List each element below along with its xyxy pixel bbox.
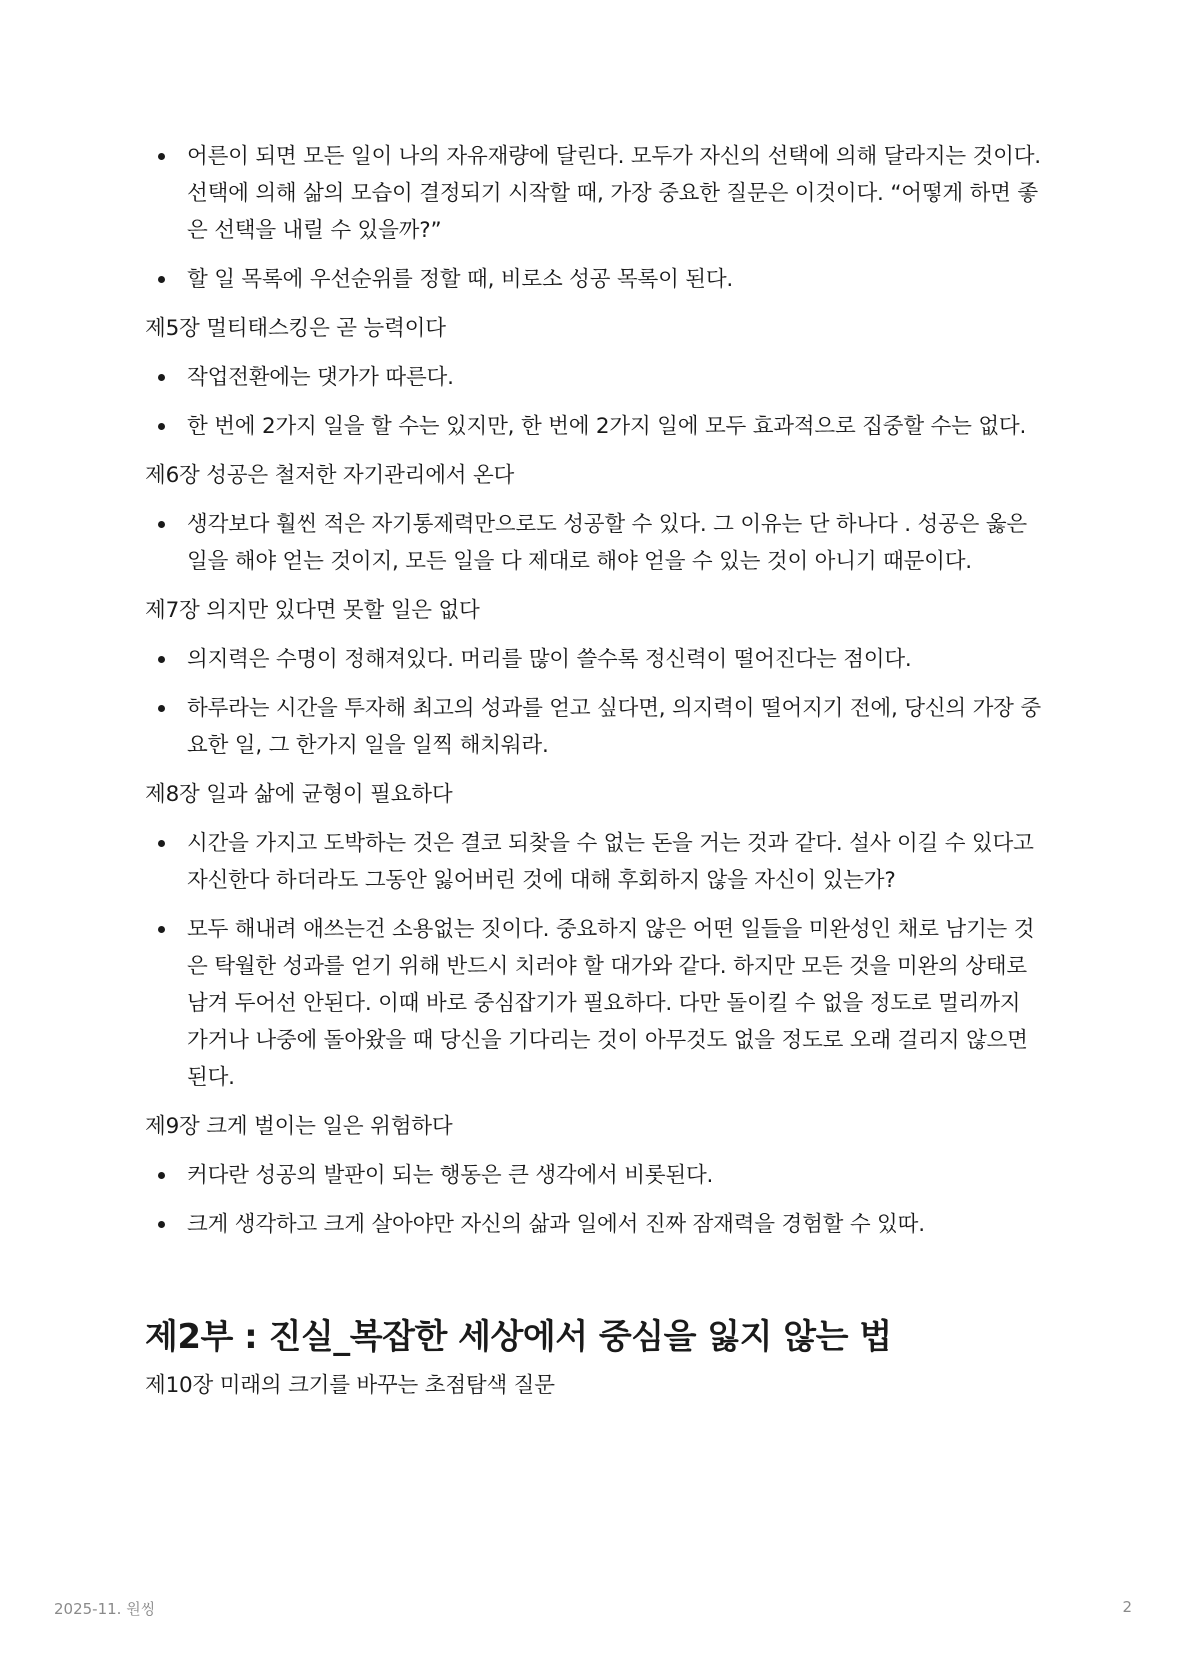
list-item: 모두 해내려 애쓰는건 소용없는 짓이다. 중요하지 않은 어떤 일들을 미완성인 채로 남기는 것은 탁월한 성과를 얻기 위해 반드시 치러야 할 대가와 같다. 하지만 모든 것을 미완의 상태로 남겨 두어선 안된다. 이때 바로 중심잡기가 필요하다. 다만 돌이킬 수 없을 정도로 멀리까지 가거나 나중에 돌아왔을 때 당신을 기다리는 것이 아무것도 없을 정도로 오래 걸리지 않으면 된다.: [145, 911, 1045, 1096]
list-item: 시간을 가지고 도박하는 것은 결코 되찾을 수 없는 돈을 거는 것과 같다. 설사 이길 수 있다고 자신한다 하더라도 그동안 잃어버린 것에 대해 후회하지 않을 자신이 있는가?: [145, 825, 1045, 899]
chapter-title-10: 제10장 미래의 크기를 바꾸는 초점탐색 질문: [145, 1373, 555, 1398]
bullet-list-chapter-7: [145, 641, 1045, 764]
bullet-list-chapter-6: [145, 506, 1045, 580]
chapter-title-8: 제8장 일과 삶에 균형이 필요하다: [145, 782, 453, 807]
list-item: 한 번에 2가지 일을 할 수는 있지만, 한 번에 2가지 일에 모두 효과적으로 집중할 수는 없다.: [145, 408, 1045, 445]
bullet-list-chapter-9: [145, 1157, 1045, 1243]
list-item: 작업전환에는 댓가가 따른다.: [145, 359, 1045, 396]
list-item: 커다란 성공의 발판이 되는 행동은 큰 생각에서 비롯된다.: [145, 1157, 1045, 1194]
bullet-list-chapter-5: [145, 359, 1045, 445]
footer-doc-label: 2025-11. 원씽: [54, 1600, 156, 1618]
list-item: 하루라는 시간을 투자해 최고의 성과를 얻고 싶다면, 의지력이 떨어지기 전에, 당신의 가장 중요한 일, 그 한가지 일을 일찍 해치워라.: [145, 690, 1045, 764]
bullet-list-chapter-8: [145, 825, 1045, 1096]
chapter-title-6: 제6장 성공은 철저한 자기관리에서 온다: [145, 463, 515, 488]
list-item: 의지력은 수명이 정해져있다. 머리를 많이 쓸수록 정신력이 떨어진다는 점이다.: [145, 641, 1045, 678]
bullet-list-intro: [145, 138, 1045, 298]
chapter-title-5: 제5장 멀티태스킹은 곧 능력이다: [145, 316, 446, 341]
document-body: [145, 138, 1045, 1416]
list-item: 크게 생각하고 크게 살아야만 자신의 삶과 일에서 진짜 잠재력을 경험할 수 있따.: [145, 1206, 1045, 1243]
part-heading: 제2부 : 진실_복잡한 세상에서 중심을 잃지 않는 법: [145, 1317, 892, 1357]
page-number: 2: [1122, 1598, 1132, 1616]
list-item: 생각보다 훨씬 적은 자기통제력만으로도 성공할 수 있다. 그 이유는 단 하나다 . 성공은 옳은 일을 해야 얻는 것이지, 모든 일을 다 제대로 해야 얻을 수 있는 것이 아니기 때문이다.: [145, 506, 1045, 580]
chapter-title-9: 제9장 크게 벌이는 일은 위험하다: [145, 1114, 453, 1139]
list-item: 할 일 목록에 우선순위를 정할 때, 비로소 성공 목록이 된다.: [145, 261, 1045, 298]
list-item: 어른이 되면 모든 일이 나의 자유재량에 달린다. 모두가 자신의 선택에 의해 달라지는 것이다. 선택에 의해 삶의 모습이 결정되기 시작할 때, 가장 중요한 질문은 이것이다. “어떻게 하면 좋은 선택을 내릴 수 있을까?”: [145, 138, 1045, 249]
chapter-title-7: 제7장 의지만 있다면 못할 일은 없다: [145, 598, 480, 623]
